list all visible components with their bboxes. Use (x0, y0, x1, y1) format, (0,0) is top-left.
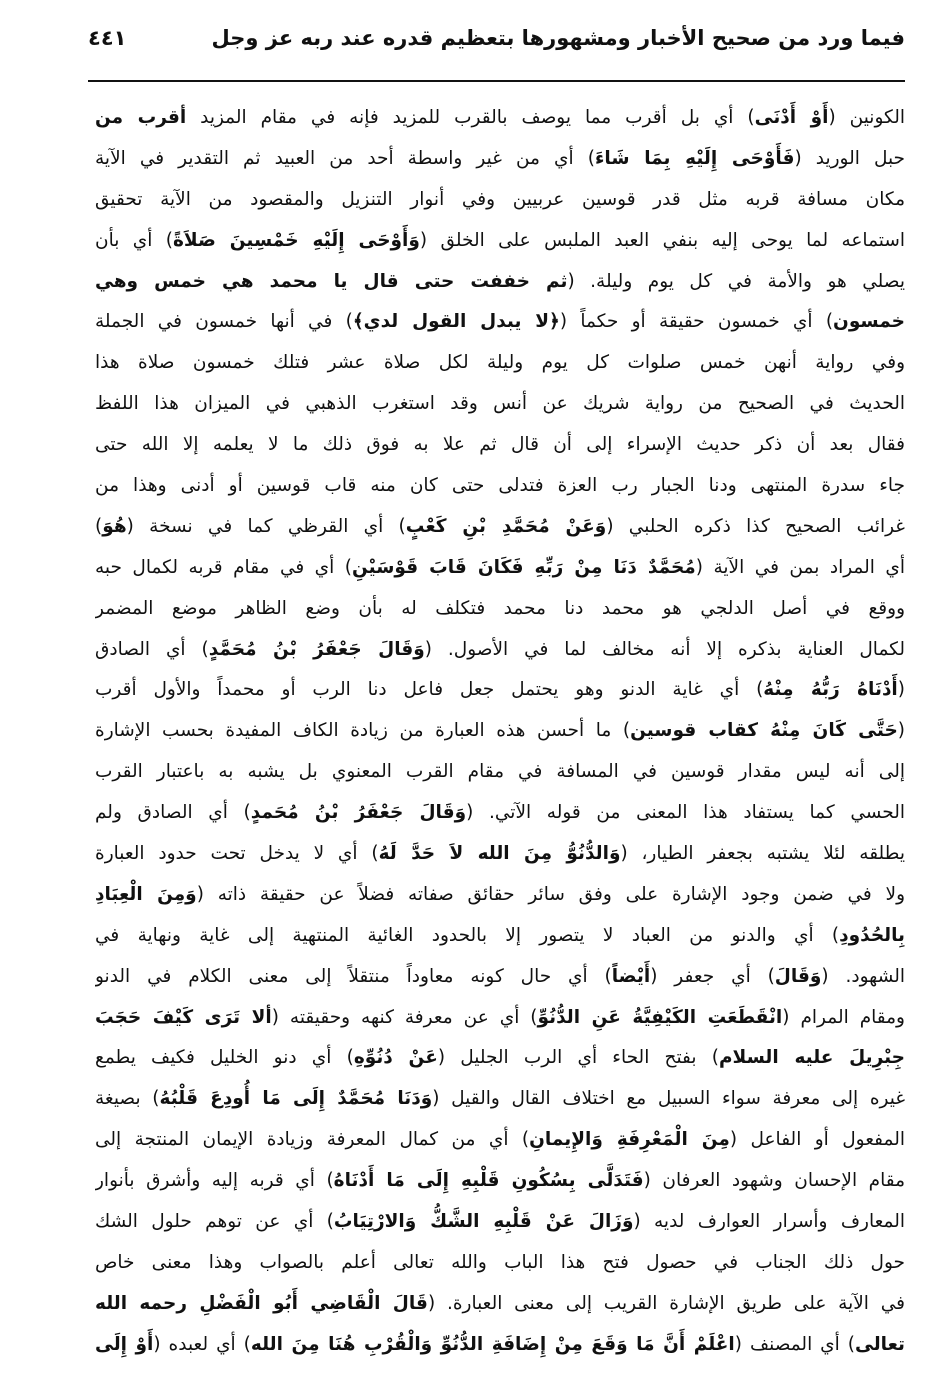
text-line (95, 1202, 905, 1243)
quoted-text: هُوَ (102, 515, 127, 537)
quoted-text: حَتَّى كَانَ مِنْهُ كقاب قوسين (630, 720, 898, 742)
commentary-text: ) ما أحسن هذه العبارة من زيادة الكاف المفيدة بحسب الإشارة (95, 720, 631, 742)
quoted-text: بِالحُدُودِ (839, 924, 905, 946)
text-line (95, 793, 905, 834)
quoted-text: عَنْ دُنُوِّهِ (353, 1047, 438, 1069)
quoted-text: انْقَطَعَتِ الكَيْفِيَّةُ عَنِ الدُّنُوِّ (537, 1006, 783, 1028)
quoted-text: وَمِنَ الْعِبَادِ (95, 883, 197, 905)
commentary-text: ) أي بأن (95, 229, 173, 251)
text-line (95, 262, 905, 303)
body-text (95, 98, 905, 1366)
text-line (95, 998, 905, 1039)
text-line (95, 834, 905, 875)
quoted-text: مِنَ الْمَعْرِفَةِ وَالإِيمانِ (529, 1129, 730, 1151)
quoted-text: وَقَالَ (774, 965, 822, 987)
quoted-text: وَعَنْ مُحَمَّدِ بْنِ كَعْبٍ (405, 515, 607, 537)
commentary-text: غيره إلى معرفة سواء السبيل مع اختلاف القال والقيل ( (432, 1088, 905, 1110)
commentary-text: يطلقه لئلا يشتبه بجعفر الطيار، ( (620, 843, 905, 865)
quoted-text: اعْلَمْ أَنَّ مَا وَقَعَ مِنْ إِضَافَةِ الدُّنُوِّ وَالْقُرْبِ هُنَا مِنَ الله (250, 1333, 735, 1355)
page-number: ٤٤١ (88, 26, 127, 50)
commentary-text: ) أي قربه إليه وأشرق بأنوار (95, 1170, 334, 1192)
text-line (95, 1284, 905, 1325)
text-line (95, 98, 905, 139)
commentary-text: ومقام المرام ( (782, 1006, 905, 1028)
commentary-text: ) بفتح الحاء أي الرب الجليل ( (437, 1047, 719, 1069)
text-line (95, 630, 905, 671)
commentary-text: حول ذلك الجناب في حصول فتح هذا الباب والله تعالى أعلم بالصواب وهذا معنى خاص (95, 1251, 905, 1273)
text-line (95, 425, 905, 466)
commentary-text: ) أي الصادق (95, 638, 209, 660)
commentary-text: ) أي جعفر ( (650, 965, 775, 987)
text-line (95, 589, 905, 630)
quoted-text: تعالى (854, 1333, 905, 1355)
commentary-text: المفعول أو الفاعل ( (729, 1129, 905, 1151)
commentary-text: ) أي حال كونه معاوداً منتقلاً إلى معنى الكلام في الدنو (95, 965, 612, 987)
commentary-text: استماعه لما يوحى إليه بنفي العبد الملبس على الخلق ( (419, 229, 905, 251)
text-line (95, 957, 905, 998)
commentary-text: ) أي في مقام قربه لكمال حبه (95, 556, 352, 578)
commentary-text: وفي رواية أنهن خمس صلوات كل يوم وليلة لكل صلاة عشر فتلك خمسون صلاة هذا (95, 352, 905, 374)
commentary-text: ( (897, 679, 905, 701)
commentary-text: ) أي والدنو من العباد لا يتصور إلا بالحدود الغائية المنتهية إلى غاية ونهاية في (95, 924, 840, 946)
header-rule (88, 80, 905, 82)
commentary-text: الحسي كما يستفاد هذا المعنى من قوله الآتي. ( (466, 802, 905, 824)
text-line (95, 916, 905, 957)
commentary-text: فقال بعد أن ذكر حديث الإسراء إلى أن قال ثم علا به فوق ذلك ما لا يعلمه إلا الله حتى (95, 434, 905, 456)
quoted-text: أَدْنَاهُ رَبُّهُ مِنْهُ (763, 679, 898, 701)
commentary-text: أي المراد بمن في الآية ( (695, 556, 905, 578)
commentary-text: حبل الوريد ( (794, 147, 905, 169)
text-line (95, 1325, 905, 1366)
text-line (95, 180, 905, 221)
text-line (95, 1038, 905, 1079)
commentary-text: ) (95, 515, 103, 537)
text-line (95, 1120, 905, 1161)
quoted-text: أقرب من (95, 107, 187, 128)
commentary-text: المعارف وأسرار العوارف لديه ( (633, 1211, 905, 1233)
quoted-text: وَزَالَ عَنْ قَلْبِهِ الشَّكُّ وَالارْتِيَابُ (333, 1211, 634, 1233)
commentary-text: ) أي الصادق ولم (95, 802, 251, 824)
quoted-text: أَوْ أَدْنَى (754, 107, 829, 128)
quoted-text: خمسون (833, 311, 905, 333)
commentary-text: ) أي من كمال المعرفة وزيادة الإيمان المنتجة إلى (95, 1129, 530, 1151)
commentary-text: ووقع في أصل الدلجي هو محمد دنا محمد فتكلف له بأن وضع الظاهر موضع المضمر (95, 597, 905, 619)
text-line (95, 221, 905, 262)
commentary-text: الشهود. ( (821, 965, 905, 987)
commentary-text: ) بصيغة (95, 1088, 160, 1110)
text-line (95, 1243, 905, 1284)
commentary-text: إلى أنه ليس مقدار قوسين في المسافة في مقام القرب المعنوي بل يشبه به باعتبار القرب (95, 761, 905, 783)
quoted-text: وَقَالَ جَعْفَرُ بْنُ مُحَمَّدٍ (208, 638, 425, 660)
commentary-text: ) أي لا يدخل تحت حدود العبارة (95, 843, 379, 865)
commentary-text: ) أي دنو الخليل فكيف يطمع (95, 1047, 354, 1069)
commentary-text: ) في أنها خمسون في الجملة (95, 311, 353, 333)
commentary-text: ) أي من غير واسطة أحد من العبيد ثم التقدير في الآية (95, 147, 595, 169)
commentary-text: الكونين ( (828, 107, 905, 128)
commentary-text: ) أي المصنف ( (734, 1333, 855, 1355)
commentary-text: ) أي عن توهم حلول الشك (95, 1211, 334, 1233)
commentary-text: لكمال العناية بذكره إلا أنه مخالف لما في الأصول. ( (424, 638, 905, 660)
commentary-text: ( (897, 720, 905, 742)
commentary-text: ) أي غاية الدنو وهو يحتمل جعل فاعل دنا الرب أو محمداً والأول أقرب (95, 679, 764, 701)
quoted-text: وَدَنَا مُحَمَّدٌ إِلَى مَا أُودِعَ قَلْبُهُ (159, 1088, 433, 1110)
text-line (95, 875, 905, 916)
commentary-text: ) أي القرظي كما في نسخة ( (126, 515, 406, 537)
text-line (95, 302, 905, 343)
commentary-text: غرائب الصحيح كذا ذكره الحلبي ( (606, 515, 905, 537)
quoted-text: وَقَالَ جَعْفَرُ بْنُ مُحَمدٍ (250, 802, 467, 824)
text-line (95, 711, 905, 752)
text-line (95, 139, 905, 180)
commentary-text: جاء سدرة المنتهى ودنا الجبار رب العزة فتدلى حتى كان منه قاب قوسين أو أدنى وهذا من (95, 475, 905, 497)
page-header (88, 22, 905, 62)
commentary-text: مكان مسافة قربه مثل قدر قوسين عربيين وفي أنوار التنزيل والمقصود من الآية تحقيق (95, 188, 905, 210)
text-line (95, 1079, 905, 1120)
text-line (95, 343, 905, 384)
commentary-text: الحديث في الصحيح من رواية شريك عن أنس وقد استغرب الذهبي في الميزان هذا اللفظ (95, 393, 905, 415)
quoted-text: أَوْ إِلَى (95, 1333, 154, 1355)
quoted-text: فَأَوْحَى إِلَيْهِ بِمَا شَاءَ (594, 147, 795, 169)
text-line (95, 670, 905, 711)
quoted-text: وَأَوْحَى إِلَيْهِ خَمْسِينَ صَلاَةً (172, 229, 420, 251)
text-line (95, 752, 905, 793)
running-title: فيما ورد من صحيح الأخبار ومشهورها بتعظيم قدره عند ربه عز وجل (211, 26, 905, 50)
commentary-text: ) أي بل أقرب مما يوصف بالقرب للمزيد فإنه في مقام المزيد (186, 107, 755, 128)
commentary-text: ) أي عن معرفة كنهه وحقيقته ( (271, 1006, 538, 1028)
commentary-text: ) أي لعبده ( (153, 1333, 251, 1355)
quoted-text: ألا تَرَى كَيْفَ حَجَبَ (95, 1006, 272, 1028)
text-line (95, 384, 905, 425)
text-line (95, 548, 905, 589)
quoted-text: فَتَدَلَّى بِسُكُونِ قَلْبِهِ إِلَى مَا أَدْنَاهُ (333, 1170, 644, 1192)
text-line (95, 466, 905, 507)
commentary-text: ولا في ضمن وجود الإشارة على وفق سائر حقائق صفاته فضلاً عن حقيقة ذاته ( (196, 883, 905, 905)
quoted-text: مُحَمَّدٌ دَنَا مِنْ رَبِّهِ فَكَانَ قَابَ قَوْسَيْنِ (352, 556, 696, 578)
quoted-text: ثم خففت حتى قال يا محمد هي خمس وهي (95, 270, 568, 292)
quoted-text: ﴿لا يبدل القول لدي﴾ (352, 311, 560, 333)
commentary-text: ) أي خمسون حقيقة أو حكماً ( (559, 311, 834, 333)
quoted-text: قَالَ الْقَاضِي أَبُو الْفَضْلِ رحمه الله (95, 1292, 428, 1314)
text-line (95, 507, 905, 548)
commentary-text: مقام الإحسان وشهود العرفان ( (643, 1170, 905, 1192)
quoted-text: جِبْرِيلَ عليه السلام (718, 1047, 905, 1069)
text-line (95, 1161, 905, 1202)
commentary-text: يصلي هو والأمة في كل يوم وليلة. ( (567, 270, 905, 292)
commentary-text: في الآية على طريق الإشارة القريب إلى معنى العبارة. ( (427, 1292, 905, 1314)
quoted-text: أَيْضاً (611, 965, 651, 987)
quoted-text: وَالدُّنُوُّ مِنَ الله لاَ حَدَّ لَهُ (378, 843, 621, 865)
